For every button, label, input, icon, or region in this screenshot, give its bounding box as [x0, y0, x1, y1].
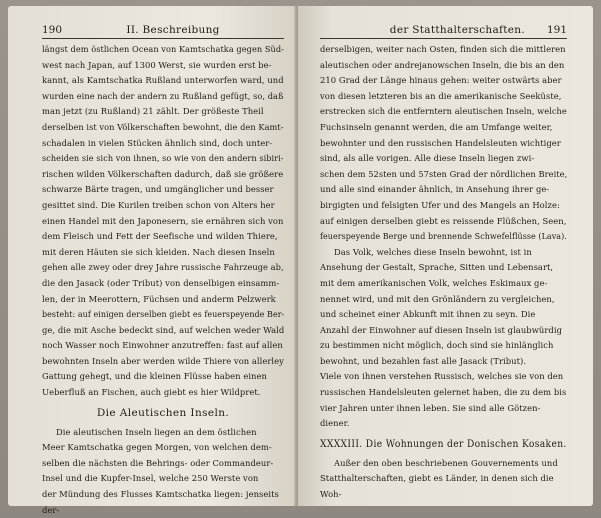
text-line: bewohnt, und bezahlen fast alle Jasack (Tribut). — [320, 355, 527, 366]
text-line: Die aleutischen Inseln liegen an dem östlichen — [56, 426, 257, 437]
text-line: Ueberfluß an Fischen, auch giebt es hier Wildpret. — [42, 387, 261, 398]
text-line: erstrecken sich die entferntern aleutischen Inseln, welche — [320, 106, 567, 117]
right-text-block-2 — [320, 456, 567, 503]
right-running-title: der Statthalterschaften. — [389, 24, 525, 36]
text-line: Statthalterschaften, giebt es Länder, in denen sich die — [320, 473, 554, 484]
text-line: ge, die mit Asche bedeckt sind, auf welchen weder Wald — [42, 324, 285, 335]
text-line: schen dem 52sten und 57sten Grad der nördlichen Breite, — [320, 168, 568, 179]
text-line: sind, als alle vorigen. Alle diese Inseln liegen zwi- — [320, 153, 535, 164]
text-line: Fuchsinseln genannt werden, die am Umfange weiter, — [320, 121, 553, 132]
text-line: der- — [42, 504, 60, 515]
text-line: west nach Japan, auf 1300 Werst, sie wurden erst be- — [42, 59, 272, 70]
text-line: besteht: auf einigen derselben giebt es feuerspeyende Ber- — [42, 309, 285, 320]
text-line: Gattung gehegt, und die kleinen Flüsse haben einen — [42, 371, 267, 382]
text-line: 210 Grad der Länge hinaus gehen: weiter ostwärts aber — [320, 75, 562, 86]
text-line: derselbigen, weiter nach Osten, finden sich die mittleren — [320, 44, 566, 54]
text-line: Insel und die Kupfer-Insel, welche 250 Werste von — [42, 473, 259, 484]
text-line: dem Fleisch und Fett der Seefische und wilden Thiere, — [42, 231, 278, 242]
text-line: schadalen in vielen Stücken ähnlich sind, doch unter- — [42, 137, 273, 148]
left-running-head — [42, 24, 284, 39]
right-page — [298, 6, 593, 506]
left-section-heading: Die Aleutischen Inseln. — [96, 406, 230, 419]
text-line: von diesen letzteren bis an die amerikanische Seeküste, — [320, 90, 562, 101]
text-line: birgigten und felsigten Ufer und des Mangels an Holze: — [320, 199, 560, 210]
text-line: derselben ist von Völkerschaften bewohnt, die den Kamt- — [42, 121, 284, 132]
text-line: Anzahl der Einwohner auf diesen Inseln ist glaubwürdig — [320, 324, 562, 335]
right-running-head — [320, 24, 567, 39]
text-line: selben die nächsten die Behrings- oder Commandeur- — [42, 457, 274, 468]
left-text-block-2 — [42, 425, 284, 518]
text-line: auf einigen derselben giebt es reissende Flüßchen, Seen, — [320, 215, 567, 226]
text-line: bewohnten Inseln aber werden wilde Thiere von allerley — [42, 355, 284, 366]
text-line: schwarze Bärte tragen, und umgänglicher und besser — [42, 184, 274, 195]
text-line: bewohnter und den russischen Handelsleuten wichtiger — [320, 137, 561, 148]
text-line: die den Jasack (oder Tribut) von denselbigen einsamm- — [42, 277, 280, 288]
text-line: Außer den oben beschriebenen Gouvernements und — [334, 457, 558, 468]
text-line: rischen wilden Völkerschaften dadurch, daß sie größere — [42, 168, 284, 179]
text-line: mit deren Häuten sie sich kleiden. Nach diesen Inseln — [42, 246, 275, 257]
text-line: kannt, als Kamtschatka Rußland unterworfen ward, und — [42, 75, 284, 86]
text-line: russischen Handelsleuten gelernet haben, die zu dem bis — [320, 387, 567, 398]
text-line: vier Jahren unter ihnen leben. Sie sind alle Götzen- — [320, 402, 541, 413]
text-line: scheiden sie sich von ihnen, so wie von den andern sibiri- — [42, 153, 284, 164]
text-line: aleutischen oder andrejanowschen Inseln, die bis an den — [320, 59, 565, 70]
text-line: man jetzt (zu Rußland) 21 zählt. Der größeste Theil — [42, 106, 264, 117]
text-line: mit dem amerikanischen Volk, welches Eskimaux ge- — [320, 277, 548, 288]
text-line: und alle sind einander ähnlich, in Ansehung ihrer ge- — [320, 184, 550, 195]
text-line: Das Volk, welches diese Inseln bewohnt, ist in — [334, 246, 532, 257]
left-page-number: 190 — [42, 24, 63, 36]
text-line: noch Wasser noch Einwohner anzutreffen: fast auf allen — [42, 340, 283, 351]
text-line: Meer Kamtschatka gegen Morgen, von welchen dem- — [42, 442, 272, 453]
right-text-block-1 — [320, 42, 567, 432]
text-line: der Mündung des Flusses Kamtschatka liegen: jenseits — [42, 489, 279, 500]
text-line: feuerspeyende Berge und brennende Schwefelflüsse (Lava). — [320, 231, 567, 242]
text-line: wurden eine nach der andern zu Rußland gefügt, so, daß — [42, 90, 284, 101]
text-line: Ansehung der Gestalt, Sprache, Sitten und Lebensart, — [320, 262, 554, 273]
left-text-block-1 — [42, 42, 284, 401]
text-line: gehen alle zwey oder drey Jahre russische Fahrzeuge ab, — [42, 262, 284, 273]
text-line: len, der in Meerottern, Füchsen und anderm Pelzwerk — [42, 293, 276, 304]
text-line: längst dem östlichen Ocean von Kamtschatka gegen Süd- — [42, 44, 284, 54]
text-line: nennet wird, und mit den Grönländern zu vergleichen, — [320, 293, 555, 304]
left-page — [8, 6, 298, 515]
left-running-title: II. Beschreibung — [126, 24, 220, 36]
text-line: Viele von ihnen verstehen Russisch, welches sie von den — [320, 371, 564, 382]
right-section-heading: XXXXIII. Die Wohnungen der Donischen Kosaken. — [320, 437, 567, 450]
text-line: diener. — [320, 418, 350, 429]
text-line: und scheinet einer Abkunft mit ihnen zu seyn. Die — [320, 309, 536, 320]
text-line: zu bestimmen nicht möglich, doch sind sie hinlänglich — [320, 340, 554, 351]
text-line: gesittet sind. Die Kurilen treiben schon von Alters her — [42, 199, 275, 210]
text-line: Woh- — [320, 489, 342, 500]
text-line: einen Handel mit den Japonesern, sie ernähren sich von — [42, 215, 284, 226]
right-page-number: 191 — [546, 24, 567, 36]
